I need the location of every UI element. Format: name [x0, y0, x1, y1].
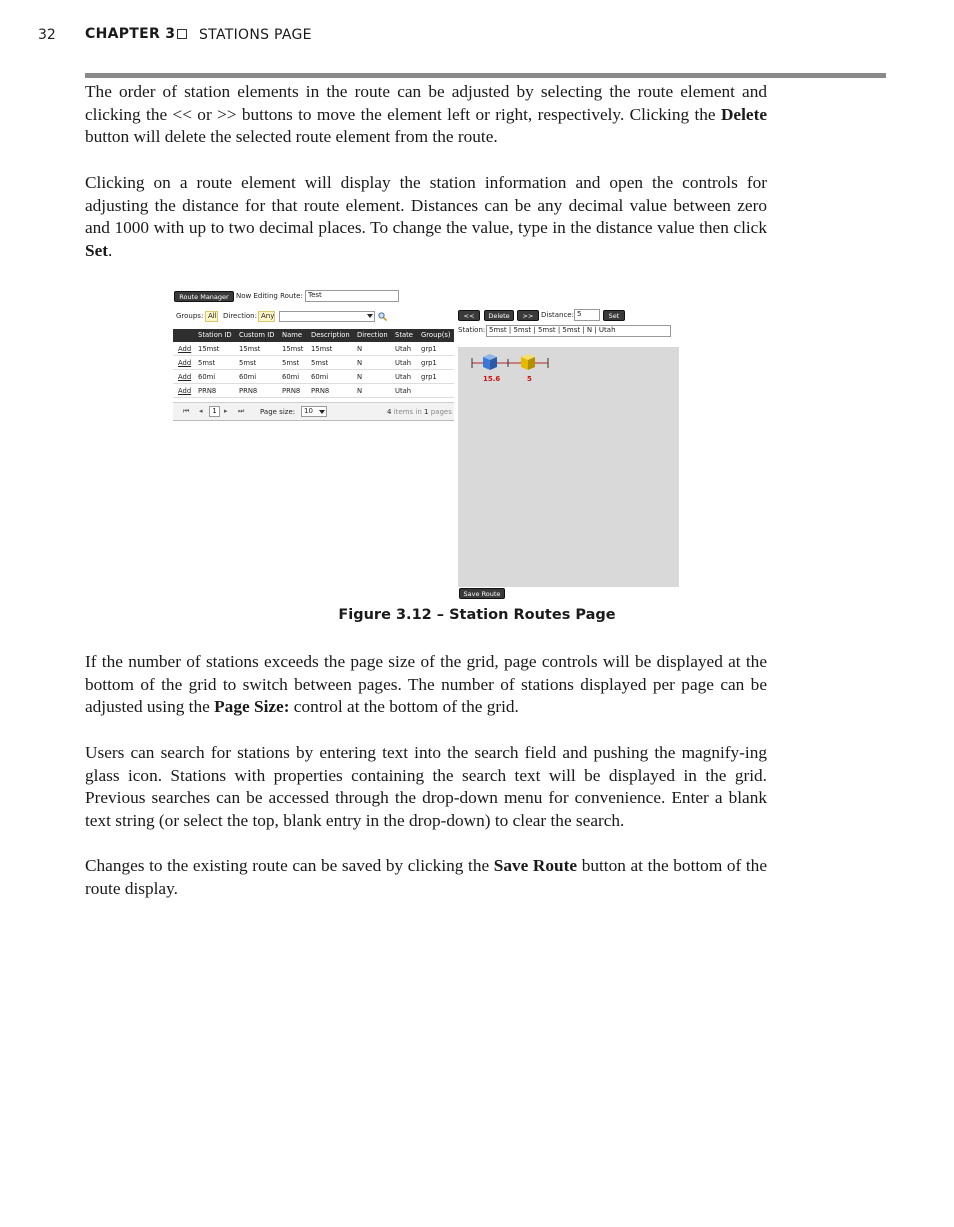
add-link[interactable]: Add — [178, 373, 192, 381]
cell-name: PRN8 — [282, 387, 301, 395]
cell-state: Utah — [395, 359, 412, 367]
last-page-icon[interactable]: ⏭ — [238, 407, 245, 415]
cell-description: 15mst — [311, 345, 333, 353]
column-header[interactable]: State — [395, 331, 413, 339]
route-element-label: 15.6 — [483, 375, 501, 383]
table-row — [173, 384, 454, 398]
cell-station-id: 15mst — [198, 345, 220, 353]
cell-direction: N — [357, 387, 363, 395]
paragraph-paging: If the number of stations exceeds the page size of the grid, page controls will be displayed at the bottom of the grid to switch between pages. The number of stations displayed per page can be adjusted using the Page Size: control at the bottom of the grid. — [85, 652, 767, 717]
page-number: 32 — [38, 27, 56, 43]
paragraph-search: Users can search for stations by entering text into the search field and pushing the magnify-ing glass icon. Stations with properties containing the search text will be displayed in the grid. Previous searches can be accessed through the drop-down menu for convenience. Enter a blank text string (or select the top, blank entry in the drop-down) to clear the search. — [85, 743, 767, 831]
grid-pager — [173, 402, 454, 421]
route-display[interactable] — [458, 347, 679, 587]
cell-groups: grp1 — [421, 345, 437, 353]
cell-description: PRN8 — [311, 387, 330, 395]
move-left-button[interactable]: << — [458, 310, 480, 321]
search-input[interactable] — [279, 311, 375, 322]
page-header — [0, 25, 954, 55]
chapter-label: CHAPTER 3 — [85, 26, 176, 42]
distance-label: Distance: — [541, 311, 574, 319]
route-diagram — [458, 347, 679, 587]
table-row — [173, 356, 454, 370]
cell-name: 60mi — [282, 373, 300, 381]
now-editing-label: Now Editing Route: — [236, 292, 303, 300]
paragraph-save-route: Changes to the existing route can be saved by clicking the Save Route button at the bottom of the route display. — [85, 856, 767, 898]
figure-caption: Figure 3.12 – Station Routes Page — [338, 607, 616, 623]
prev-page-icon[interactable]: ◂ — [199, 407, 203, 415]
save-route-button[interactable]: Save Route — [459, 588, 505, 599]
add-link[interactable]: Add — [178, 345, 192, 353]
cell-name: 15mst — [282, 345, 304, 353]
direction-label: Direction: — [223, 312, 257, 320]
page-size-label: Page size: — [260, 408, 296, 416]
cell-station-id: 60mi — [198, 373, 216, 381]
paragraph-route-element: Clicking on a route element will display the station information and open the controls for adjusting the distance for that route element. Distances can be any decimal value between zero and 1000 with up to two decimal places. To change the value, type in the distance value then click Set. — [85, 173, 767, 261]
cell-custom-id: 15mst — [239, 345, 261, 353]
column-header[interactable]: Direction — [357, 331, 388, 339]
route-element-cube-icon[interactable] — [521, 354, 535, 370]
groups-select[interactable]: All — [205, 311, 218, 322]
current-page-input[interactable]: 1 — [209, 406, 220, 417]
cell-direction: N — [357, 359, 363, 367]
move-right-button[interactable]: >> — [517, 310, 539, 321]
route-manager-button[interactable]: Route Manager — [174, 291, 234, 302]
distance-input[interactable]: 5 — [574, 309, 600, 321]
cell-state: Utah — [395, 387, 412, 395]
dropdown-arrow-icon[interactable] — [319, 410, 325, 414]
station-info-field: 5mst | 5mst | 5mst | 5mst | N | Utah — [486, 325, 671, 337]
cell-description: 5mst — [311, 359, 329, 367]
separator-box-icon — [177, 29, 187, 39]
paragraph-route-order: The order of station elements in the route can be adjusted by selecting the route element and clicking the << or >> buttons to move the element left or right, respectively. Clicking the Delete button will delete the selected route element from the route. — [85, 82, 767, 147]
stations-grid — [173, 342, 454, 401]
first-page-icon[interactable]: ⏮ — [183, 407, 190, 415]
route-element-cube-icon[interactable] — [483, 354, 497, 370]
next-page-icon[interactable]: ▸ — [224, 407, 228, 415]
cell-custom-id: PRN8 — [239, 387, 258, 395]
route-name-input[interactable]: Test — [305, 290, 399, 302]
items-summary: 4 items in 1 pages — [387, 408, 452, 416]
column-header[interactable]: Description — [311, 331, 350, 339]
column-header[interactable]: Name — [282, 331, 303, 339]
groups-label: Groups: — [176, 312, 204, 320]
stations-grid-header — [173, 329, 454, 342]
add-link[interactable]: Add — [178, 359, 192, 367]
delete-button[interactable]: Delete — [484, 310, 514, 321]
column-header[interactable]: Custom ID — [239, 331, 275, 339]
set-button[interactable]: Set — [603, 310, 625, 321]
table-row — [173, 370, 454, 384]
cell-groups: grp1 — [421, 359, 437, 367]
magnifying-glass-icon[interactable] — [378, 312, 387, 321]
direction-select[interactable]: Any — [258, 311, 275, 322]
cell-direction: N — [357, 345, 363, 353]
cell-groups: grp1 — [421, 373, 437, 381]
header-rule — [85, 73, 886, 78]
cell-direction: N — [357, 373, 363, 381]
station-label: Station: — [458, 326, 486, 334]
cell-custom-id: 60mi — [239, 373, 257, 381]
page-size-select[interactable]: 10 — [301, 406, 327, 417]
section-title: STATIONS PAGE — [199, 27, 312, 43]
cell-station-id: PRN8 — [198, 387, 217, 395]
cell-station-id: 5mst — [198, 359, 216, 367]
column-header[interactable]: Station ID — [198, 331, 232, 339]
dropdown-arrow-icon[interactable] — [367, 314, 373, 319]
cell-state: Utah — [395, 373, 412, 381]
route-element-label: 5 — [527, 375, 532, 383]
add-link[interactable]: Add — [178, 387, 192, 395]
table-row — [173, 342, 454, 356]
cell-name: 5mst — [282, 359, 300, 367]
column-header[interactable]: Group(s) — [421, 331, 451, 339]
cell-state: Utah — [395, 345, 412, 353]
cell-custom-id: 5mst — [239, 359, 257, 367]
cell-description: 60mi — [311, 373, 329, 381]
